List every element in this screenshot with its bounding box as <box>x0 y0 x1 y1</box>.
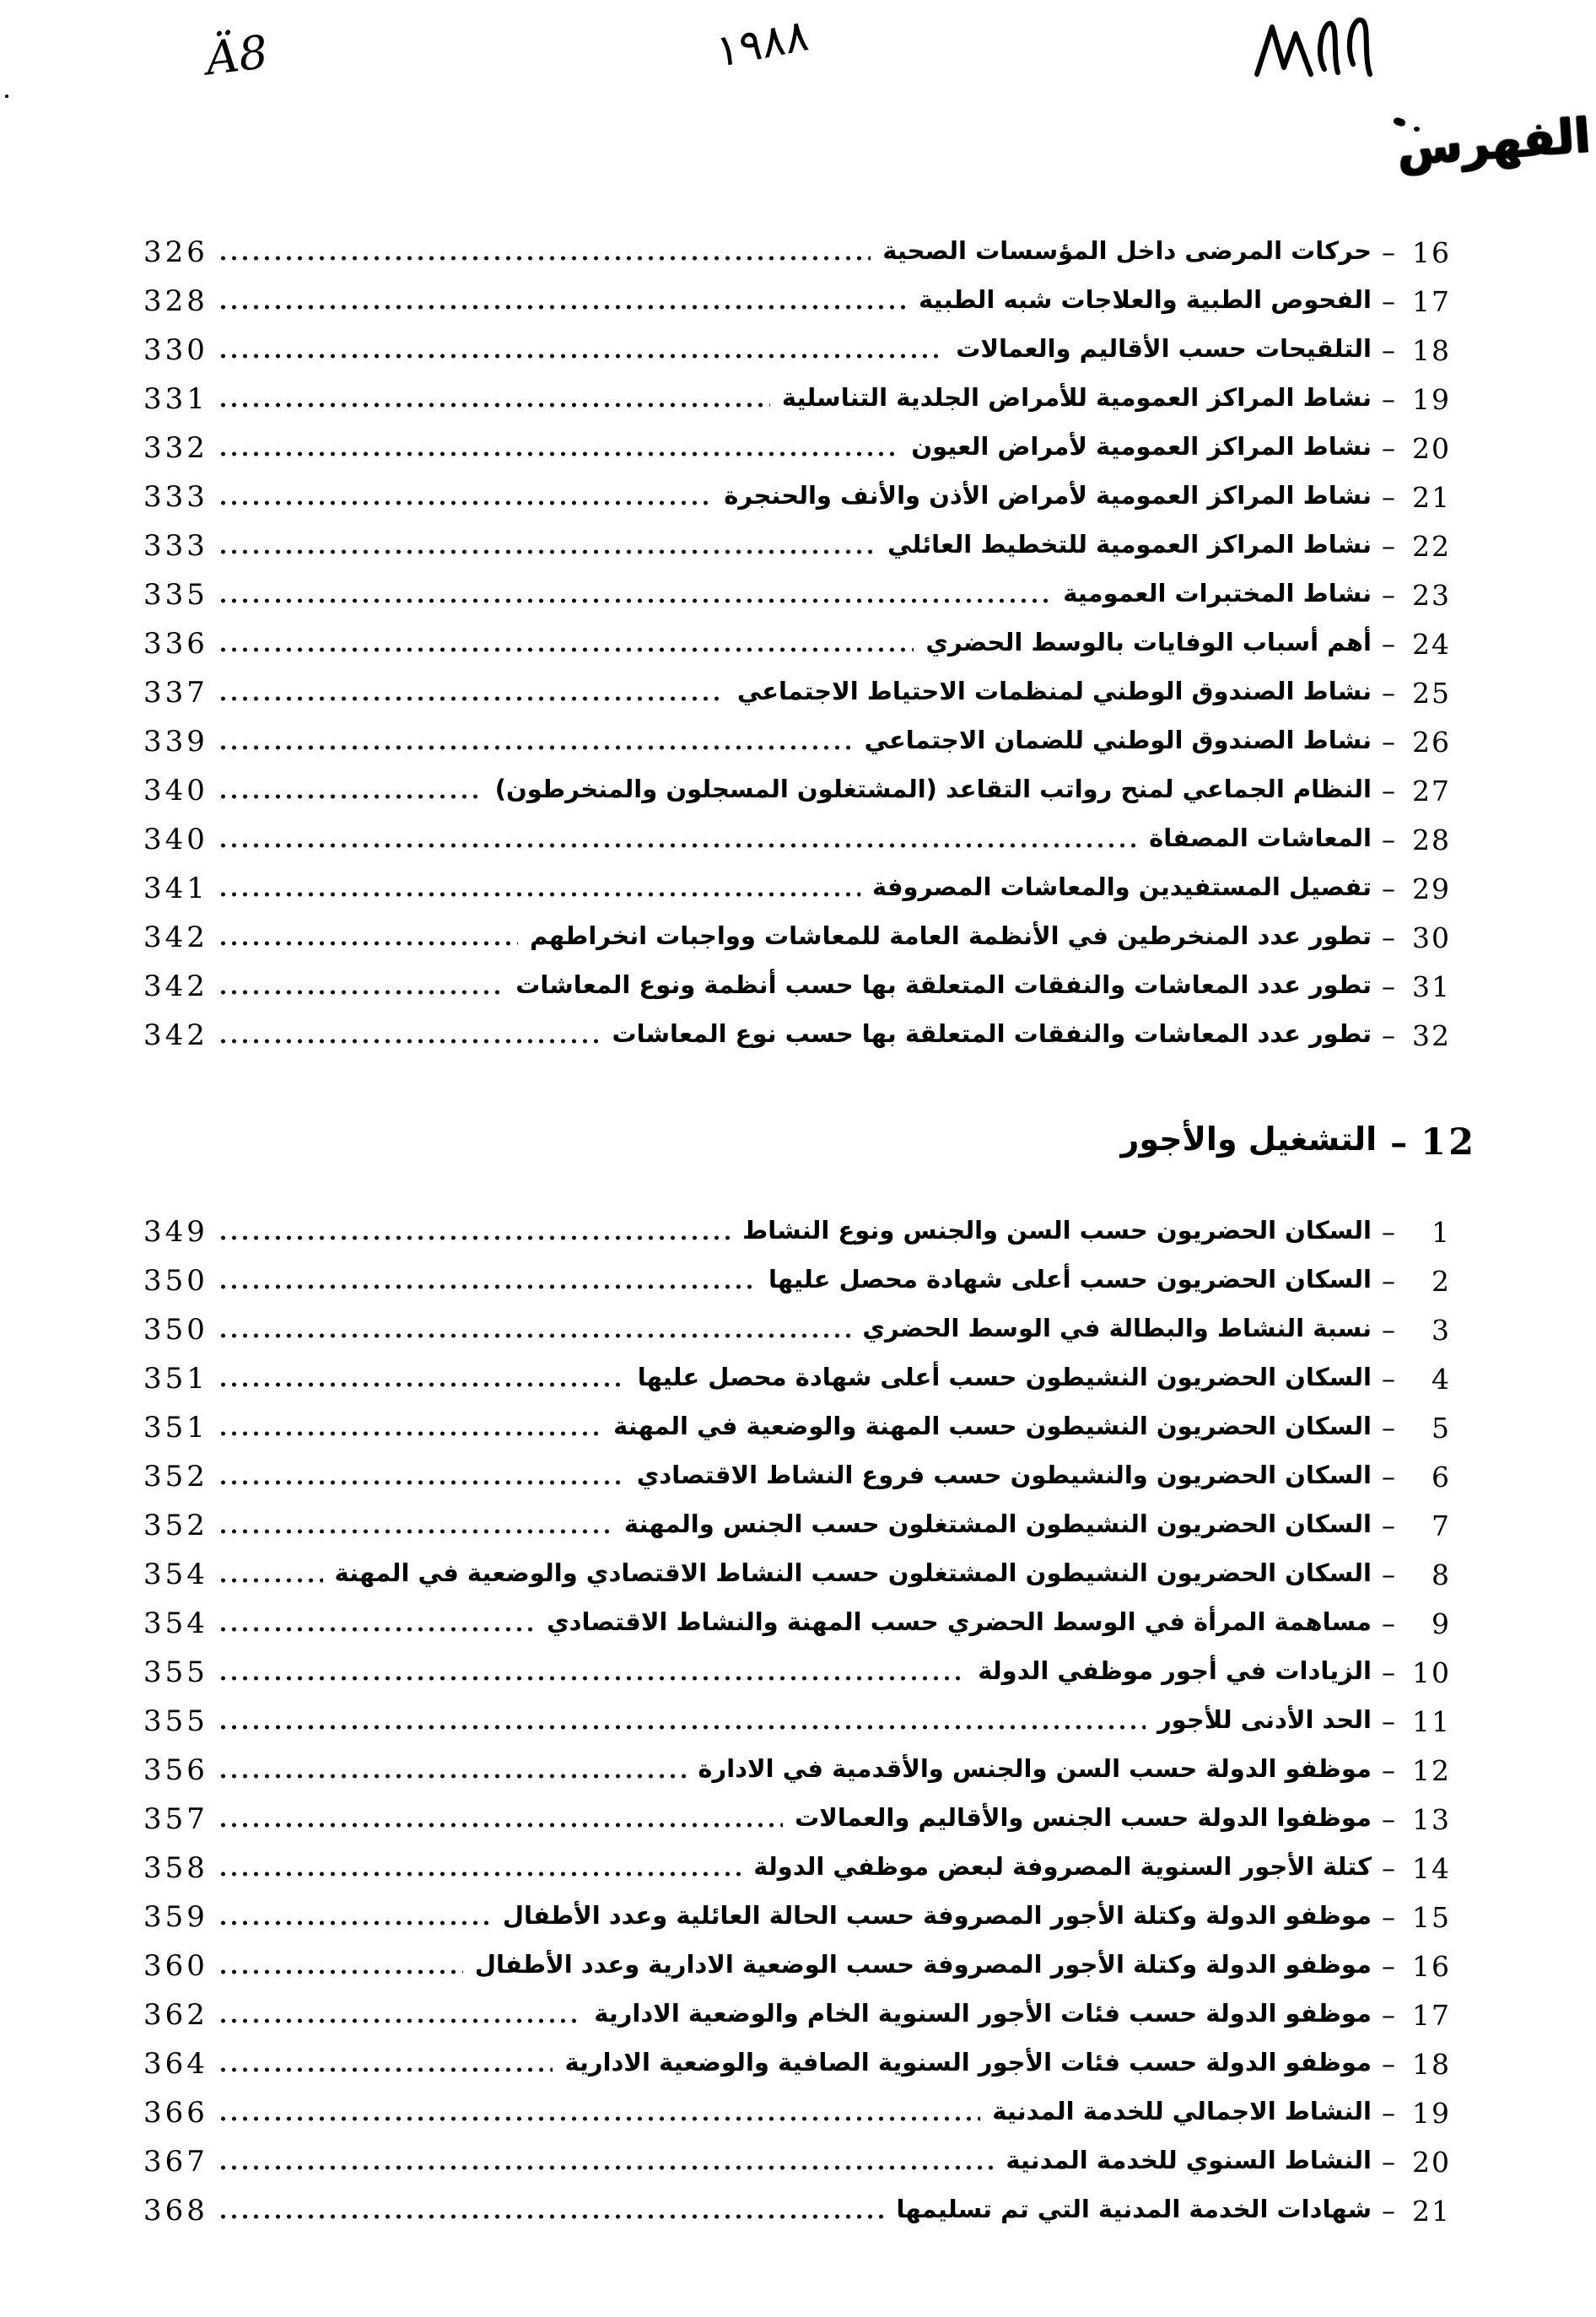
toc-page-number: 351 <box>143 1362 208 1396</box>
toc-page-number: 354 <box>143 1607 208 1640</box>
toc-item <box>143 375 1451 424</box>
toc-item-number: 18 <box>1412 2047 1451 2081</box>
dotted-leader <box>218 424 899 473</box>
toc-item-title: نشاط المراكز العمومية للتخطيط العائلي <box>887 530 1372 559</box>
toc-page-number: 358 <box>143 1851 208 1885</box>
dotted-leader <box>218 570 1051 619</box>
dotted-leader <box>218 375 770 424</box>
toc-item <box>143 2088 1451 2137</box>
toc-item-dash: – <box>1382 824 1395 856</box>
dotted-leader <box>218 277 907 326</box>
toc-item <box>143 962 1451 1011</box>
dotted-leader <box>218 864 860 913</box>
toc-item-title: السكان الحضريون النشيطون حسب أعلى شهادة محصل عليها <box>637 1363 1372 1391</box>
dotted-leader <box>218 1697 1146 1746</box>
toc-item-dash: – <box>1382 872 1395 905</box>
dotted-leader <box>218 1011 600 1060</box>
toc-item-dash: – <box>1382 1558 1395 1591</box>
toc-item-dash: – <box>1382 1265 1395 1297</box>
toc-item <box>143 1942 1451 1990</box>
toc-page-number: 349 <box>143 1215 208 1249</box>
toc-item-title: النظام الجماعي لمنح رواتب التقاعد (المشتغلون المسجلون والمنخرطون) <box>494 775 1372 803</box>
toc-item <box>143 2137 1451 2186</box>
toc-item <box>143 1207 1451 1256</box>
toc-item-dash: – <box>1382 1412 1395 1444</box>
toc-item-dash: – <box>1382 285 1395 317</box>
toc-item <box>143 864 1451 913</box>
toc-item-title: موظفو الدولة حسب فئات الأجور السنوية الصافية والوضعية الادارية <box>564 2048 1372 2077</box>
toc-item-number: 27 <box>1412 774 1451 807</box>
dotted-leader <box>218 1501 612 1550</box>
toc-page-number: 357 <box>143 1802 208 1836</box>
dotted-leader <box>218 619 914 668</box>
toc-item <box>143 1599 1451 1648</box>
toc-item-title: كتلة الأجور السنوية المصروفة لبعض موظفي الدولة <box>753 1852 1372 1881</box>
toc-item <box>143 228 1451 277</box>
toc-item-number: 16 <box>1412 1949 1451 1983</box>
toc-item-title: موظفو الدولة وكتلة الأجور المصروفة حسب الحالة العائلية وعدد الأطفال <box>502 1901 1372 1930</box>
toc-item-title: موظفو الدولة وكتلة الأجور المصروفة حسب الوضعية الادارية وعدد الأطفال <box>474 1950 1372 1979</box>
dotted-leader <box>218 521 876 570</box>
toc-item <box>143 1501 1451 1550</box>
toc-item-dash: – <box>1382 432 1395 464</box>
toc-page-number: 352 <box>143 1509 208 1542</box>
toc-page-number: 350 <box>143 1313 208 1347</box>
toc-item-dash: – <box>1382 530 1395 562</box>
toc-item-dash: – <box>1382 236 1395 268</box>
toc-page-number: 337 <box>143 676 208 710</box>
toc-page-number: 352 <box>143 1460 208 1493</box>
dotted-leader <box>218 1990 582 2039</box>
toc-item <box>143 1697 1451 1746</box>
toc-item-number: 28 <box>1412 823 1451 856</box>
toc-item-dash: – <box>1382 579 1395 611</box>
toc-item-title: السكان الحضريون والنشيطون حسب فروع النشاط الاقتصادي <box>636 1461 1372 1489</box>
toc-item <box>143 326 1451 375</box>
toc-item-number: 1 <box>1432 1215 1451 1249</box>
toc-item-title: السكان الحضريون النشيطون المشتغلون حسب الجنس والمهنة <box>623 1510 1372 1538</box>
dotted-leader <box>218 473 712 521</box>
toc-item <box>143 1305 1451 1354</box>
dotted-leader <box>218 326 944 375</box>
dotted-leader <box>218 1844 741 1893</box>
toc-item-number: 17 <box>1412 1998 1451 2032</box>
toc-item <box>143 570 1451 619</box>
toc-item-number: 19 <box>1412 382 1451 416</box>
dotted-leader <box>218 1795 783 1844</box>
dotted-leader <box>218 1403 601 1452</box>
dotted-leader <box>218 766 483 815</box>
chapter-dash: – <box>1390 1122 1408 1163</box>
dotted-leader <box>218 1893 491 1942</box>
toc-item-number: 10 <box>1412 1655 1451 1689</box>
toc-item-title: تطور عدد المعاشات والنفقات المتعلقة بها حسب أنظمة ونوع المعاشات <box>515 970 1372 999</box>
dotted-leader <box>218 668 725 717</box>
toc-item-title: الفحوص الطبية والعلاجات شبه الطبية <box>919 285 1372 314</box>
dotted-leader <box>218 1550 323 1599</box>
dotted-leader <box>218 717 853 766</box>
toc-item <box>143 473 1451 521</box>
handwritten-code-mark: Ä8 <box>202 24 271 86</box>
toc-item-dash: – <box>1382 1705 1395 1737</box>
toc-item-number: 30 <box>1412 921 1451 954</box>
toc-item <box>143 766 1451 815</box>
toc-item-number: 20 <box>1412 2145 1451 2179</box>
toc-item <box>143 1550 1451 1599</box>
toc-item-dash: – <box>1382 1461 1395 1493</box>
toc-item-title: السكان الحضريون حسب السن والجنس ونوع النشاط <box>742 1216 1372 1245</box>
toc-item-number: 19 <box>1412 2096 1451 2130</box>
toc-item-dash: – <box>1382 1510 1395 1542</box>
toc-item <box>143 1403 1451 1452</box>
toc-page-number: 336 <box>143 627 208 661</box>
toc-item-number: 29 <box>1412 872 1451 905</box>
toc-item-number: 9 <box>1432 1607 1451 1640</box>
dotted-leader <box>218 1599 535 1648</box>
toc-item <box>143 1354 1451 1403</box>
toc-item <box>143 277 1451 326</box>
toc-item-title: موظفو الدولة حسب السن والجنس والأقدمية في الادارة <box>698 1754 1372 1783</box>
toc-item-title: نشاط المراكز العمومية لأمراض الأذن والأنف والحنجرة <box>724 481 1372 510</box>
handwritten-scribble <box>1250 8 1402 93</box>
toc-item-title: نشاط المختبرات العمومية <box>1063 579 1372 608</box>
toc-item-title: نشاط الصندوق الوطني للضمان الاجتماعي <box>864 726 1372 754</box>
toc-item-title: حركات المرضى داخل المؤسسات الصحية <box>882 236 1372 265</box>
toc-page-number: 332 <box>143 431 208 465</box>
dotted-leader <box>218 1256 757 1305</box>
contents-page-title: الفهرس <box>1395 108 1593 176</box>
toc-item-number: 25 <box>1412 676 1451 710</box>
dotted-leader <box>218 228 871 277</box>
toc-item <box>143 1648 1451 1697</box>
toc-item-title: الحد الأدنى للأجور <box>1157 1705 1372 1734</box>
toc-item <box>143 424 1451 473</box>
dotted-leader <box>218 1648 966 1697</box>
toc-item <box>143 815 1451 864</box>
toc-item-number: 24 <box>1412 627 1451 661</box>
toc-item-number: 16 <box>1412 235 1451 269</box>
toc-item-title: موظفو الدولة حسب فئات الأجور السنوية الخام والوضعية الادارية <box>594 1999 1372 2028</box>
toc-list-employment <box>143 1207 1451 2235</box>
dotted-leader <box>218 2088 980 2137</box>
toc-item-dash: – <box>1382 2048 1395 2080</box>
toc-page-number: 326 <box>143 235 208 269</box>
toc-item-dash: – <box>1382 628 1395 660</box>
toc-list-health <box>143 228 1451 1060</box>
dotted-leader <box>218 1207 731 1256</box>
dotted-leader <box>218 815 1137 864</box>
toc-item-dash: – <box>1382 1803 1395 1835</box>
toc-item-dash: – <box>1382 921 1395 953</box>
toc-item-title: السكان الحضريون النشيطون المشتغلون حسب النشاط الاقتصادي والوضعية في المهنة <box>334 1558 1372 1587</box>
toc-item <box>143 1990 1451 2039</box>
toc-item-number: 12 <box>1412 1753 1451 1787</box>
toc-item <box>143 1256 1451 1305</box>
toc-page-number: 330 <box>143 333 208 367</box>
toc-item <box>143 1452 1451 1501</box>
toc-item-dash: – <box>1382 2146 1395 2178</box>
toc-page-number: 360 <box>143 1949 208 1983</box>
toc-page-number: 351 <box>143 1411 208 1445</box>
toc-item-title: السكان الحضريون حسب أعلى شهادة محصل عليها <box>768 1265 1372 1294</box>
toc-item-dash: – <box>1382 970 1395 1002</box>
chapter-heading <box>1121 1121 1476 1164</box>
toc-item <box>143 1795 1451 1844</box>
toc-item-dash: – <box>1382 481 1395 513</box>
toc-page-number: 342 <box>143 1018 208 1052</box>
toc-page-number: 333 <box>143 529 208 563</box>
toc-page-number: 356 <box>143 1753 208 1787</box>
toc-item-number: 15 <box>1412 1900 1451 1934</box>
toc-page-number: 359 <box>143 1900 208 1934</box>
toc-item-dash: – <box>1382 1019 1395 1051</box>
toc-item-number: 26 <box>1412 725 1451 759</box>
toc-item-dash: – <box>1382 1656 1395 1688</box>
toc-item-dash: – <box>1382 383 1395 415</box>
toc-item-dash: – <box>1382 334 1395 366</box>
toc-item-title: التلقيحات حسب الأقاليم والعمالات <box>956 334 1372 363</box>
ink-speck <box>5 95 8 98</box>
toc-item-number: 7 <box>1432 1509 1451 1542</box>
toc-item-number: 8 <box>1432 1558 1451 1591</box>
toc-item-title: نسبة النشاط والبطالة في الوسط الحضري <box>862 1314 1372 1342</box>
toc-item-title: نشاط المراكز العمومية للأمراض الجلدية التناسلية <box>781 383 1372 412</box>
toc-item-title: تطور عدد المنخرطين في الأنظمة العامة للمعاشات وواجبات انخراطهم <box>530 921 1372 950</box>
toc-item-dash: – <box>1382 1754 1395 1786</box>
toc-item-dash: – <box>1382 775 1395 807</box>
dotted-leader <box>218 2186 884 2235</box>
toc-item-dash: – <box>1382 1950 1395 1982</box>
toc-item-number: 11 <box>1412 1704 1451 1738</box>
toc-item-dash: – <box>1382 726 1395 758</box>
toc-item <box>143 1893 1451 1942</box>
toc-item-number: 31 <box>1412 969 1451 1003</box>
toc-page-number: 350 <box>143 1264 208 1298</box>
toc-page-number: 362 <box>143 1998 208 2032</box>
toc-item-dash: – <box>1382 1852 1395 1884</box>
dotted-leader <box>218 1305 850 1354</box>
toc-page-number: 368 <box>143 2194 208 2228</box>
toc-item-title: المعاشات المصفاة <box>1149 824 1372 852</box>
toc-item <box>143 668 1451 717</box>
toc-page-number: 342 <box>143 969 208 1003</box>
toc-item <box>143 1746 1451 1795</box>
toc-item-title: شهادات الخدمة المدنية التي تم تسليمها <box>896 2195 1372 2223</box>
toc-item-number: 4 <box>1432 1362 1451 1396</box>
dotted-leader <box>218 913 518 962</box>
toc-item-dash: – <box>1382 1216 1395 1248</box>
toc-item <box>143 2039 1451 2088</box>
toc-item-dash: – <box>1382 1363 1395 1395</box>
dotted-leader <box>218 1746 686 1795</box>
toc-item-title: أهم أسباب الوفايات بالوسط الحضري <box>925 628 1372 656</box>
toc-item-number: 5 <box>1432 1411 1451 1445</box>
dotted-leader <box>218 962 504 1011</box>
toc-item-title: النشاط السنوي للخدمة المدنية <box>1006 2146 1372 2174</box>
toc-page-number: 341 <box>143 872 208 905</box>
toc-page-number: 354 <box>143 1558 208 1591</box>
toc-page-number: 342 <box>143 921 208 954</box>
toc-item-number: 20 <box>1412 431 1451 465</box>
toc-page-number: 355 <box>143 1704 208 1738</box>
toc-page-number: 367 <box>143 2145 208 2179</box>
toc-item-title: السكان الحضريون النشيطون حسب المهنة والوضعية في المهنة <box>613 1412 1372 1440</box>
toc-page-number: 328 <box>143 284 208 318</box>
dotted-leader <box>218 2137 994 2186</box>
toc-item-number: 3 <box>1432 1313 1451 1347</box>
toc-item-title: النشاط الاجمالي للخدمة المدنية <box>992 2097 1372 2125</box>
toc-item-number: 14 <box>1412 1851 1451 1885</box>
toc-page-number: 355 <box>143 1655 208 1689</box>
toc-item <box>143 521 1451 570</box>
toc-page-number: 340 <box>143 823 208 856</box>
toc-item-number: 21 <box>1412 480 1451 514</box>
toc-page-number: 364 <box>143 2047 208 2081</box>
dotted-leader <box>218 2039 553 2088</box>
toc-item-number: 23 <box>1412 578 1451 612</box>
toc-item-dash: – <box>1382 2195 1395 2227</box>
toc-item-dash: – <box>1382 1999 1395 2031</box>
toc-item-title: مساهمة المرأة في الوسط الحضري حسب المهنة والنشاط الاقتصادي <box>547 1607 1372 1636</box>
toc-item-title: الزيادات في أجور موظفي الدولة <box>978 1656 1372 1685</box>
dotted-leader <box>218 1452 625 1501</box>
toc-item <box>143 913 1451 962</box>
handwritten-year-mark: ١٩٨٨ <box>714 9 811 78</box>
toc-item <box>143 1011 1451 1060</box>
toc-item-number: 13 <box>1412 1802 1451 1836</box>
toc-item-number: 32 <box>1412 1018 1451 1052</box>
toc-item-number: 18 <box>1412 333 1451 367</box>
dotted-leader <box>218 1354 626 1403</box>
toc-item-number: 22 <box>1412 529 1451 563</box>
chapter-title: التشغيل والأجور <box>1120 1121 1378 1158</box>
chapter-number: 12 <box>1421 1121 1476 1164</box>
toc-page-number: 335 <box>143 578 208 612</box>
toc-item-title: موظفوا الدولة حسب الجنس والأقاليم والعمالات <box>795 1803 1372 1832</box>
toc-item-title: تفصيل المستفيدين والمعاشات المصروفة <box>871 872 1372 901</box>
toc-page-number: 366 <box>143 2096 208 2130</box>
toc-item-title: نشاط المراكز العمومية لأمراض العيون <box>911 432 1372 461</box>
toc-page-number: 339 <box>143 725 208 759</box>
toc-item-number: 2 <box>1432 1264 1451 1298</box>
toc-page-number: 340 <box>143 774 208 807</box>
toc-item <box>143 2186 1451 2235</box>
toc-page-number: 333 <box>143 480 208 514</box>
toc-item <box>143 717 1451 766</box>
toc-item <box>143 1844 1451 1893</box>
toc-item-dash: – <box>1382 2097 1395 2129</box>
toc-item-dash: – <box>1382 677 1395 709</box>
toc-item-dash: – <box>1382 1314 1395 1346</box>
toc-page-number: 331 <box>143 382 208 416</box>
toc-item-number: 21 <box>1412 2194 1451 2228</box>
toc-item <box>143 619 1451 668</box>
dotted-leader <box>218 1942 463 1990</box>
toc-item-number: 17 <box>1412 284 1451 318</box>
toc-item-title: نشاط الصندوق الوطني لمنظمات الاحتياط الاجتماعي <box>736 677 1372 705</box>
toc-item-dash: – <box>1382 1901 1395 1933</box>
toc-item-number: 6 <box>1432 1460 1451 1493</box>
toc-item-title: تطور عدد المعاشات والنفقات المتعلقة بها حسب نوع المعاشات <box>612 1019 1372 1048</box>
toc-item-dash: – <box>1382 1607 1395 1639</box>
